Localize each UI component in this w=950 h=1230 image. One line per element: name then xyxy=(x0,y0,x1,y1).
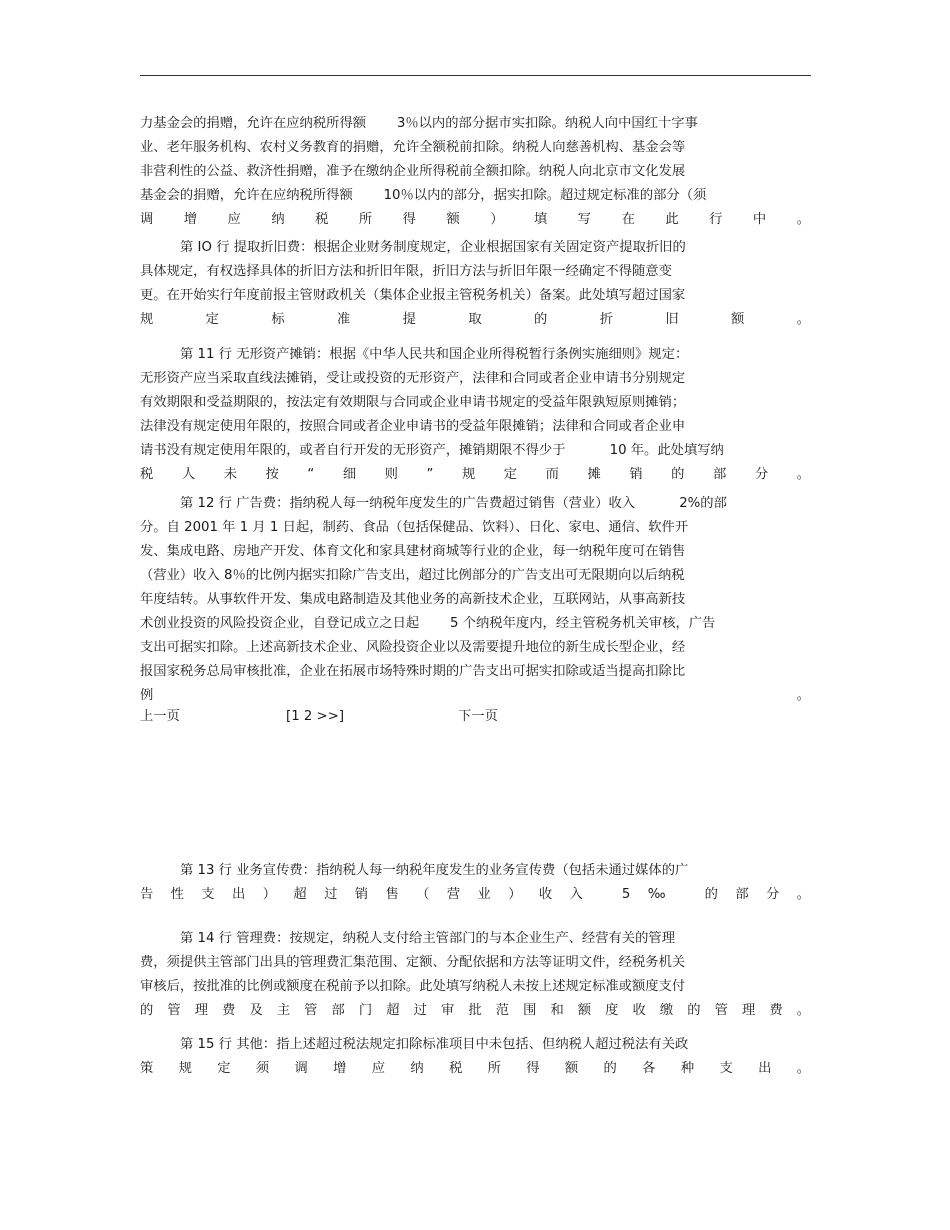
text-line: 分。自 2001 年 1 月 1 日起，制药、食品（包括保健品、饮料）、日化、家电、通信、软件开 xyxy=(140,520,689,535)
text-line: 基金会的捐赠，允许在应纳税所得额 10％以内的部分，据实扣除。超过规定标准的部分（须 xyxy=(140,188,707,203)
paragraph-line-13-business-promotion xyxy=(140,859,810,907)
text-line: 规定标准提取的折旧额。 xyxy=(140,312,810,327)
paragraph-line-12-advertising xyxy=(140,492,810,708)
prev-page-link[interactable]: 上一页 xyxy=(140,709,180,724)
text-line: 第 15 行 其他：指上述超过税法规定扣除标准项目中未包括、但纳税人超过税法有关政 xyxy=(180,1037,689,1052)
text-line: 第 IO 行 提取折旧费：根据企业财务制度规定，企业根据国家有关固定资产提取折旧的 xyxy=(180,240,686,255)
text-line: 第 12 行 广告费：指纳税人每一纳税年度发生的广告费超过销售（营业）收入 2%的部 xyxy=(180,496,727,511)
paragraph-line-11-intangible-amortization xyxy=(140,343,810,487)
text-line: 审核后，按批准的比例或额度在税前予以扣除。此处填写纳税人未按上述规定标准或额度支付 xyxy=(140,979,686,994)
text-line: 有效期限和受益期限的，按法定有效期限与合同或企业申请书规定的受益年限孰短原则摊销； xyxy=(140,395,686,410)
paragraph-line-10-depreciation xyxy=(140,236,810,332)
paragraph-donations xyxy=(140,112,810,232)
text-line: 业、老年服务机构、农村义务教育的捐赠，允许全额税前扣除。纳税人向慈善机构、基金会等 xyxy=(140,140,686,155)
page-numbers-link[interactable]: [1 2 >>] xyxy=(286,709,345,724)
text-line: 例。 xyxy=(140,688,810,703)
text-line: 第 14 行 管理费：按规定，纳税人支付给主管部门的与本企业生产、经营有关的管理 xyxy=(180,931,675,946)
text-line: 非营利性的公益、救济性捐赠，准予在缴纳企业所得税前全额扣除。纳税人向北京市文化发展 xyxy=(140,164,686,179)
text-line: 力基金会的捐赠，允许在应纳税所得额 3％以内的部分据市实扣除。纳税人向中国红十字事 xyxy=(140,116,698,131)
paragraph-line-15-other xyxy=(140,1033,810,1081)
text-line: 无形资产应当采取直线法摊销，受让或投资的无形资产，法律和合同或者企业申请书分别规定 xyxy=(140,371,686,386)
text-line: 第 13 行 业务宣传费：指纳税人每一纳税年度发生的业务宣传费（包括未通过媒体的广 xyxy=(180,863,689,878)
text-line: 税人未按“细则”规定而摊销的部分。 xyxy=(140,467,810,482)
text-line: 发、集成电路、房地产开发、体育文化和家具建材商城等行业的企业，每一纳税年度可在销售 xyxy=(140,544,686,559)
text-line: 第 11 行 无形资产摊销：根据《中华人民共和国企业所得税暂行条例实施细则》规定： xyxy=(180,347,689,362)
text-line: 费，须提供主管部门出具的管理费汇集范围、定额、分配依据和方法等证明文件，经税务机关 xyxy=(140,955,686,970)
text-line: 具体规定，有权选择具体的折旧方法和折旧年限，折旧方法与折旧年限一经确定不得随意变 xyxy=(140,264,672,279)
text-line: 报国家税务总局审核批准，企业在拓展市场特殊时期的广告支出可据实扣除或适当提高扣除比 xyxy=(140,664,686,679)
text-line: 年度结转。从事软件开发、集成电路制造及其他业务的高新技术企业，互联网站，从事高新技 xyxy=(140,592,686,607)
text-line: 请书没有规定使用年限的，或者自行开发的无形资产，摊销期限不得少于 10 年。此处填写纳 xyxy=(140,443,724,458)
text-line: 术创业投资的风险投资企业，自登记成立之日起 5 个纳税年度内，经主管税务机关审核，广告 xyxy=(140,616,716,631)
text-line: 法律没有规定使用年限的，按照合同或者企业申请书的受益年限摊销；法律和合同或者企业申 xyxy=(140,419,686,434)
text-line: 告性支出）超过销售（营业）收入 5‰ 的部分。 xyxy=(140,887,810,902)
next-page-link[interactable]: 下一页 xyxy=(458,709,498,724)
text-line: （营业）收入 8％的比例内据实扣除广告支出，超过比例部分的广告支出可无限期向以后纳税 xyxy=(140,568,685,583)
text-line: 的管理费及主管部门超过审批范围和额度收缴的管理费。 xyxy=(140,1003,810,1018)
text-line: 策规定须调增应纳税所得额的各种支出。 xyxy=(140,1061,810,1076)
text-line: 支出可据实扣除。上述高新技术企业、风险投资企业以及需要提升地位的新生成长型企业，经 xyxy=(140,640,686,655)
text-line: 更。在开始实行年度前报主管财政机关（集体企业报主管税务机关）备案。此处填写超过国家 xyxy=(140,288,686,303)
paragraph-line-14-management-fee xyxy=(140,927,810,1023)
header-rule xyxy=(140,75,811,76)
text-line: 调增应纳税所得额）填写在此行中。 xyxy=(140,212,810,227)
